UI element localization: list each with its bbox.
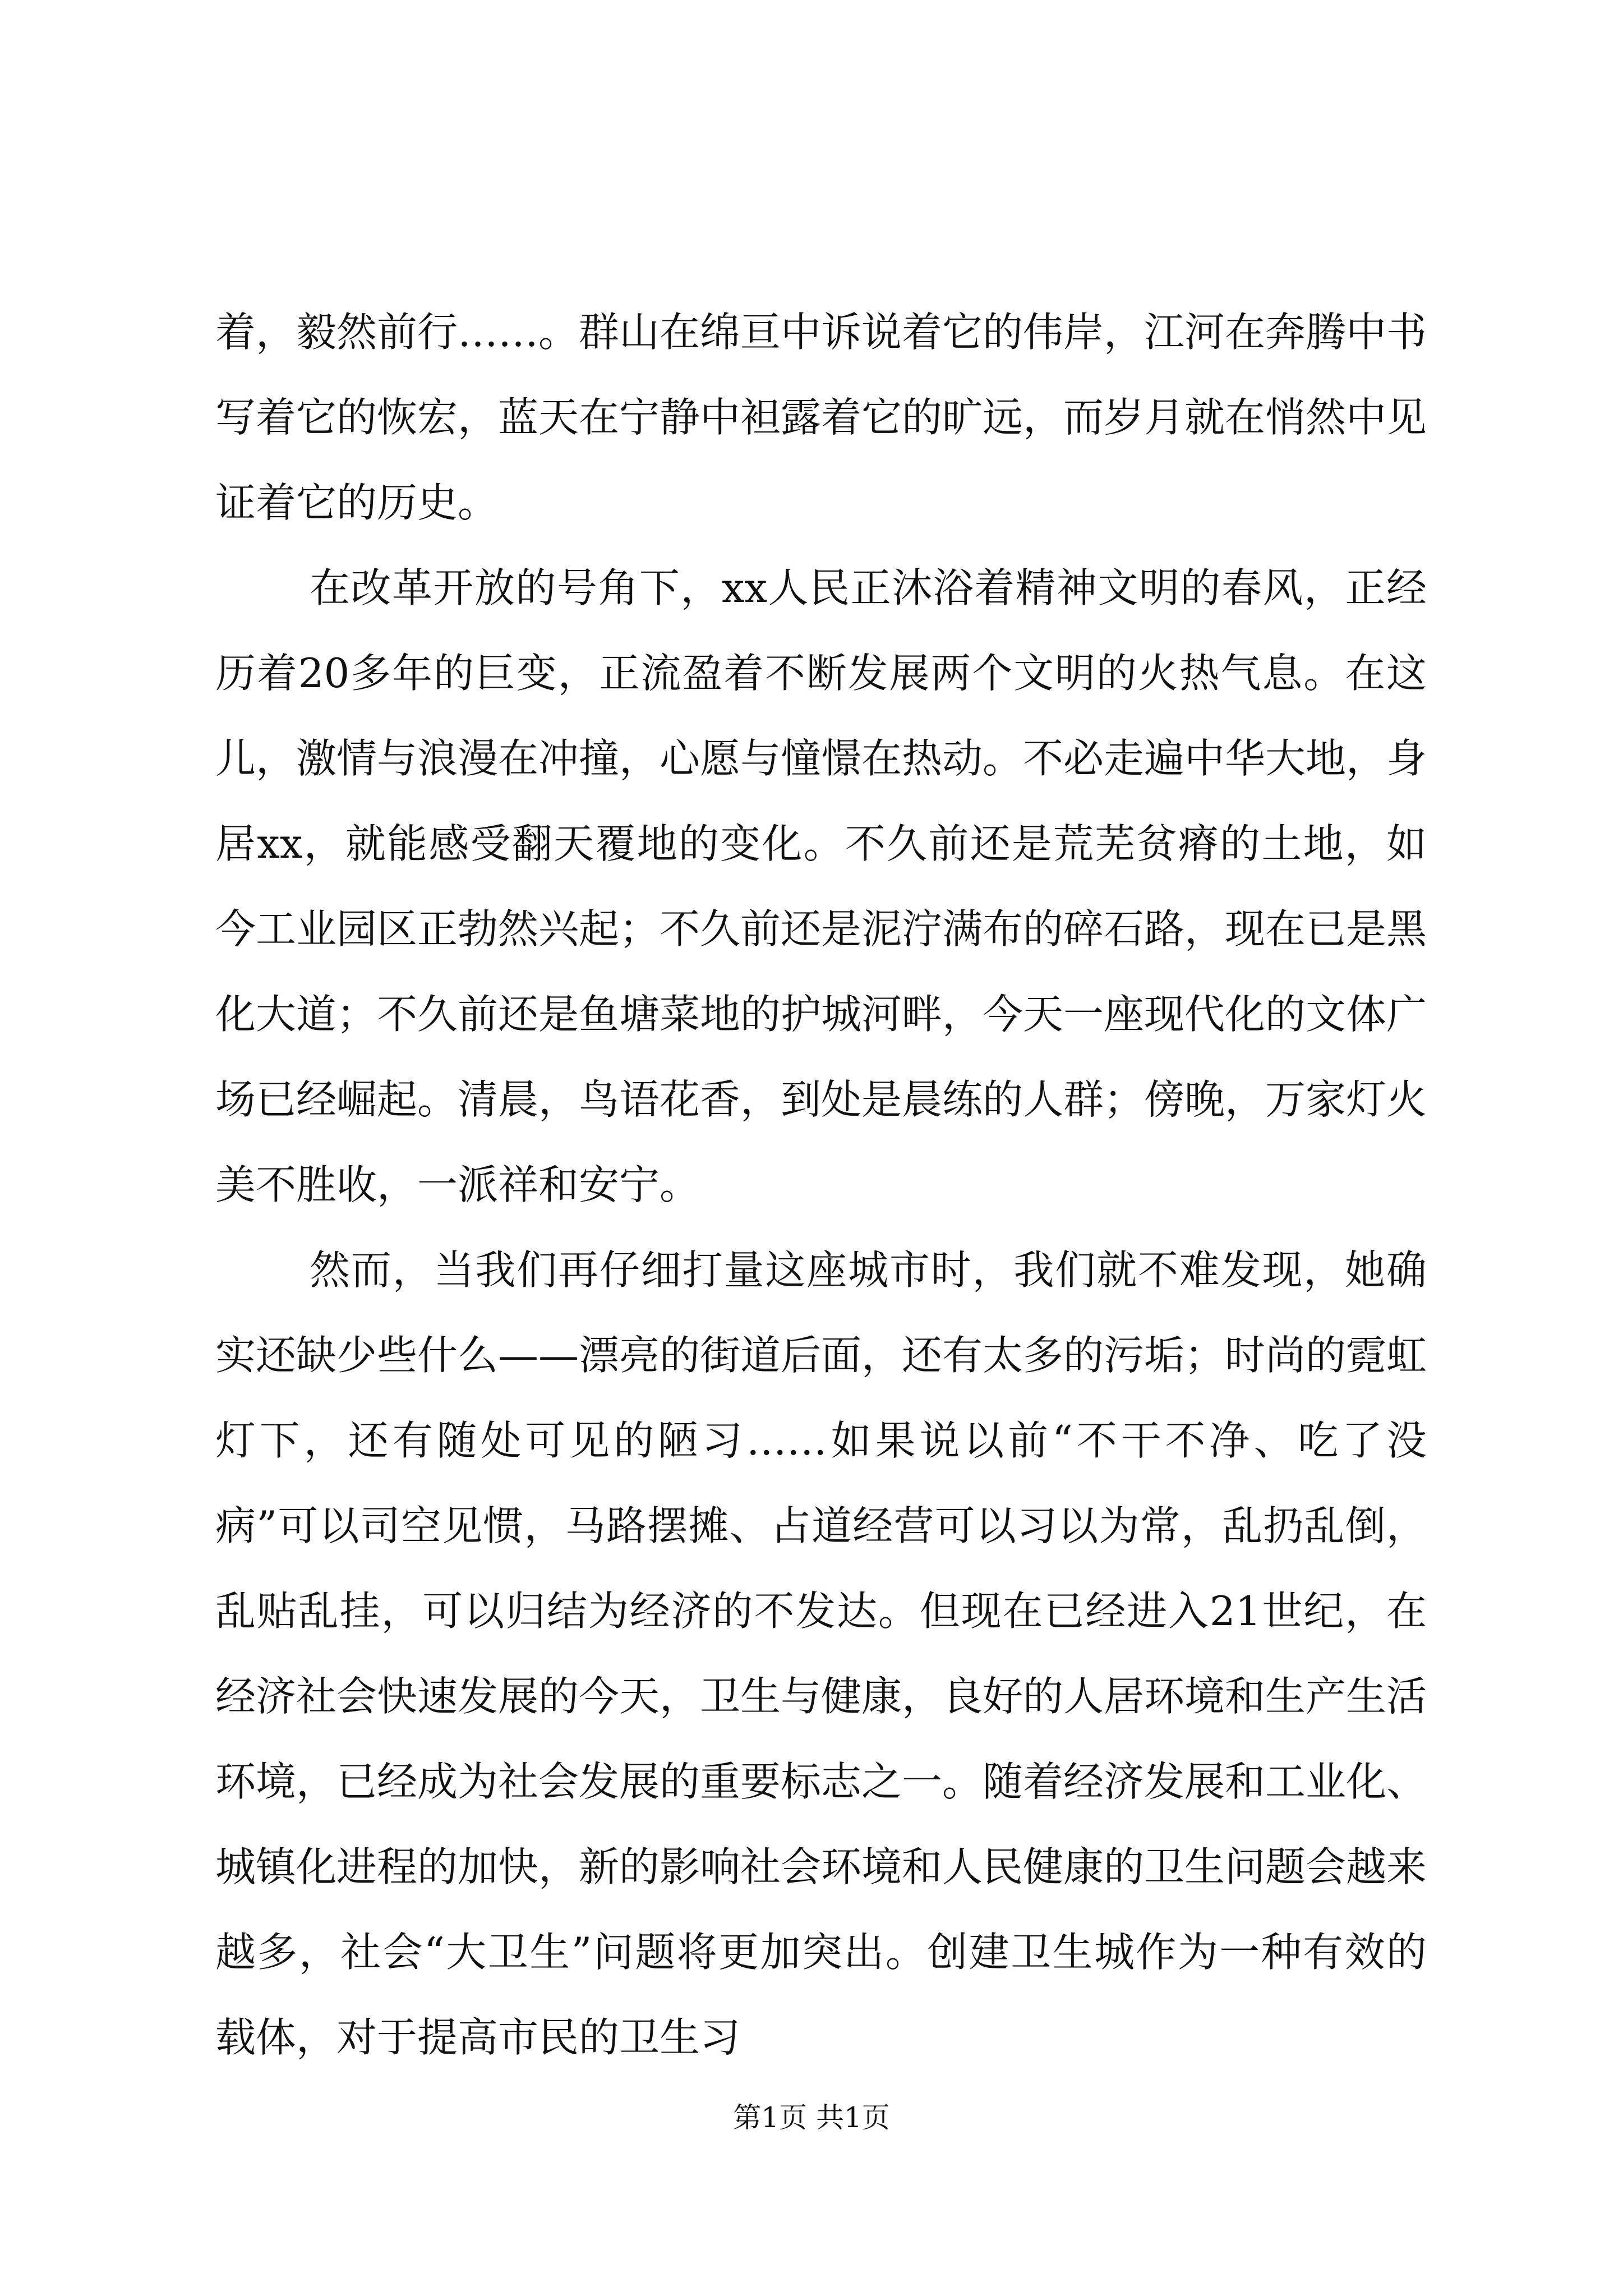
paragraph-3: 然而，当我们再仔细打量这座城市时，我们就不难发现，她确实还缺少些什么——漂亮的街道后面，还有太多的污垢；时尚的霓虹灯下，还有随处可见的陋习……如果说以前“不干不净、吃了没病”可以司空见惯，马路摆摊、占道经营可以习以为常，乱扔乱倒，乱贴乱挂，可以归结为经济的不发达。但现在已经进入21世纪，在经济社会快速发展的今天，卫生与健康，良好的人居环境和生产生活环境，已经成为社会发展的重要标志之一。随着经济发展和工业化、城镇化进程的加快，新的影响社会环境和人民健康的卫生问题会越来越多，社会“大卫生”问题将更加突出。创建卫生城作为一种有效的载体，对于提高市民的卫生习 [215,1246,1427,2061]
paragraph-1: 着，毅然前行……。群山在绵亘中诉说着它的伟岸，江河在奔腾中书写着它的恢宏，蓝天在宁静中袒露着它的旷远，而岁月就在悄然中见证着它的历史。 [215,309,1427,526]
page-number-footer: 第1页 共1页 [733,2101,890,2134]
paragraph-2: 在改革开放的号角下，xx人民正沐浴着精神文明的春风，正经历着20多年的巨变，正流盈着不断发展两个文明的火热气息。在这儿，激情与浪漫在冲撞，心愿与憧憬在热动。不必走遍中华大地，身居xx，就能感受翻天覆地的变化。不久前还是荒芜贫瘠的土地，如今工业园区正勃然兴起；不久前还是泥泞满布的碎石路，现在已是黑化大道；不久前还是鱼塘菜地的护城河畔，今天一座现代化的文体广场已经崛起。清晨，鸟语花香，到处是晨练的人群；傍晚，万家灯火美不胜收，一派祥和安宁。 [215,564,1427,1208]
document-body [215,289,1427,2080]
